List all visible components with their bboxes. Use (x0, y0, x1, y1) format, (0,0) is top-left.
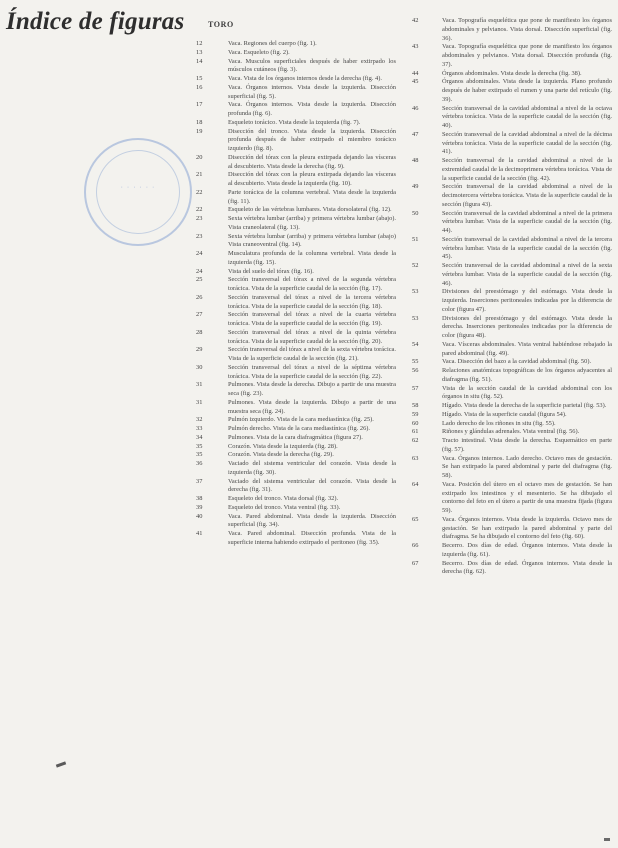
page-number: 17 (196, 101, 203, 109)
figure-entry (196, 513, 396, 531)
page-number: 66 (412, 542, 419, 549)
page-number: 16 (196, 83, 203, 91)
figure-entry (196, 294, 396, 312)
ink-mark (56, 761, 66, 767)
page-number: 34 (196, 433, 203, 441)
figure-caption: Disección del tórax con la pleura extirpada dejando las vísceras al descubierto. Vista desde la izquierda (fig. 10). (228, 171, 396, 187)
page-number: 50 (412, 209, 419, 217)
page-number: 52 (412, 262, 419, 269)
figure-entry (196, 250, 396, 268)
page-number: 41 (196, 530, 203, 537)
figure-entry (196, 268, 396, 277)
figure-entry (412, 341, 612, 359)
figure-caption: Becerro. Dos días de edad. Órganos internos. Vista desde la derecha (fig. 62). (442, 559, 612, 576)
figure-entry (196, 504, 396, 513)
figure-caption: Pulmón derecho. Vista de la cara mediastínica (fig. 26). (228, 425, 370, 432)
figure-caption: Vista del suelo del tórax (fig. 16). (228, 267, 314, 275)
figure-caption: Sección transversal de la cavidad abdominal a nivel de la decimotercera vértebra torácica. Vista de la superficie caudal de la sección (figura 43). (442, 183, 612, 208)
figure-entry (196, 434, 396, 443)
figure-caption: Esqueleto de las vértebras lumbares. Vista dorsolateral (fig. 12). (228, 206, 392, 214)
figure-entry (196, 416, 396, 425)
figure-entry (196, 460, 396, 478)
page-number: 55 (412, 358, 419, 366)
figure-caption: Sección transversal de la cavidad abdominal a nivel de la décima vértebra torácica. Vista de la superficie caudal de la sección (fig. 41). (442, 130, 612, 156)
figure-caption: Pulmón izquierdo. Vista de la cara mediastínica (fig. 25). (228, 416, 374, 424)
figure-entry (412, 262, 612, 288)
page-number: 48 (412, 157, 419, 164)
page-number: 42 (412, 17, 419, 24)
figure-entry (412, 411, 612, 420)
page-number: 62 (412, 437, 419, 444)
figure-caption: Tracto intestinal. Vista desde la derecha. Esquemático en parte (fig. 57). (442, 437, 612, 453)
page-number: 18 (196, 118, 203, 126)
figure-entry (412, 481, 612, 516)
figure-caption: Sección transversal de la cavidad abdominal a nivel de la primera vértebra lumbar. Vista de la superficie caudal de la sección (fig. 44). (442, 209, 612, 234)
figure-entry (412, 43, 612, 69)
figure-entry (196, 40, 396, 49)
page-number: 21 (196, 171, 203, 179)
figure-entry (196, 206, 396, 215)
figure-entry (196, 451, 396, 460)
figure-caption: Órganos abdominales. Vista desde la izquierda. Plano profundo después de haber extirpado el rumen y una parte del retículo (fig. 39). (442, 78, 612, 103)
page-number: 23 (196, 232, 203, 240)
page-number: 44 (412, 69, 419, 77)
figure-caption: Vaciado del sistema ventricular del corazón. Vista desde la derecha (fig. 31). (228, 477, 396, 494)
figure-caption: Sección transversal de la cavidad abdominal a nivel de la extremidad caudal de la decimoprimera vértebra torácica. Vista de la superficie caudal de la sección (fig. 42). (442, 157, 612, 182)
figure-entry (412, 516, 612, 542)
figure-caption: Vaca. Esqueleto (fig. 2). (228, 48, 290, 56)
figure-caption: Parte torácica de la columna vertebral. Vista desde la izquierda (fig. 11). (228, 188, 396, 205)
figure-caption: Órganos abdominales. Vista desde la derecha (fig. 38). (442, 69, 582, 77)
figure-caption: Disección del tórax con la pleura extirpada dejando las vísceras al descubierto. Vista desde la derecha (fig. 9). (228, 153, 396, 170)
page-number: 27 (196, 311, 203, 319)
page-number: 13 (196, 48, 203, 56)
figure-caption: Vaca. Pared abdominal. Disección profunda. Vista de la superficie interna habiendo extirpado el peritoneo (fig. 35). (228, 530, 396, 546)
page-number: 63 (412, 454, 419, 462)
page-number: 40 (196, 512, 203, 520)
page-number: 47 (412, 130, 419, 138)
page-number: 39 (196, 503, 203, 511)
page-number: 65 (412, 515, 419, 523)
figure-caption: Vista de la sección caudal de la cavidad abdominal con los órganos in situ (fig. 52). (442, 384, 612, 401)
figure-entry (412, 428, 612, 437)
figure-entry (196, 276, 396, 294)
figure-entry (196, 49, 396, 58)
figure-entry (412, 542, 612, 560)
page-number: 43 (412, 43, 419, 51)
figure-caption: Vaciado del sistema ventricular del corazón. Vista desde la izquierda (fig. 30). (228, 460, 396, 476)
stamp-inner-ring (96, 150, 180, 234)
figure-entry (196, 84, 396, 102)
figure-entry (196, 478, 396, 496)
page-number: 32 (196, 416, 203, 424)
figure-entry (196, 381, 396, 399)
figure-entry (412, 560, 612, 578)
figure-entry (196, 346, 396, 364)
figure-caption: Vaca. Órganos internos. Vista desde la izquierda. Octavo mes de gestación. Se han extirpado la pared abdominal y parte del diafragma. Se ha dibujado el contorno del feto (fig. 60). (442, 515, 612, 541)
figure-caption: Sección transversal de la cavidad abdominal a nivel de la tercera vértebra lumbar. Vista de la superficie caudal de la sección (fig. 45). (442, 235, 612, 261)
figure-caption: Corazón. Vista desde la derecha (fig. 29). (228, 451, 334, 459)
figure-entry (412, 315, 612, 341)
figure-entry (412, 455, 612, 481)
figure-caption: Sección transversal de la cavidad abdominal a nivel de la sexta vértebra lumbar. Vista de la superficie caudal de la sección (fig. 46). (442, 262, 612, 287)
page-number: 28 (196, 328, 203, 336)
figure-entry (412, 437, 612, 455)
figure-entry (412, 358, 612, 367)
figure-caption: Divisiones del preestómago y del estómago. Vista desde la derecha. Inserciones peritoneales indicadas por la diferencia de color (figura 48). (442, 314, 612, 339)
page-number: 37 (196, 477, 203, 485)
figure-caption: Divisiones del preestómago y del estómago. Vista desde la izquierda. Inserciones peritoneales indicadas por la diferencia de color (figura 47). (442, 288, 612, 313)
figure-entry (196, 101, 396, 119)
figure-caption: Sección transversal del tórax a nivel de la segunda vértebra torácica. Vista de la superficie caudal de la sección (fig. 17). (228, 276, 396, 292)
figure-list-right (412, 17, 612, 577)
figure-entry (196, 171, 396, 189)
stamp-text: · · · · · · (120, 184, 156, 191)
figure-caption: Relaciones anatómicas topográficas de los órganos adyacentes al diafragma (fig. 51). (442, 367, 612, 383)
figure-entry (196, 364, 396, 382)
page-number: 15 (196, 75, 203, 82)
page-number: 35 (196, 442, 203, 450)
figure-entry (412, 236, 612, 262)
page-number: 57 (412, 384, 419, 392)
figure-caption: Vaca. Pared abdominal. Vista desde la izquierda. Disección superficial (fig. 34). (228, 512, 396, 529)
page-number: 56 (412, 367, 419, 374)
figure-entry (196, 189, 396, 207)
page-number: 24 (196, 267, 203, 275)
figure-caption: Becerro. Dos días de edad. Órganos internos. Vista desde la izquierda (fig. 61). (442, 542, 612, 558)
figure-entry (412, 78, 612, 104)
figure-entry (412, 288, 612, 314)
page-number: 49 (412, 183, 419, 191)
figure-entry (412, 402, 612, 411)
figure-caption: Vaca. Musculos superficiales después de haber extirpado los músculos cutáneos (fig. 3). (228, 57, 396, 74)
figure-caption: Riñones y glándulas adrenales. Vista ventral (fig. 56). (442, 428, 580, 436)
figure-caption: Sección transversal del tórax a nivel de la quinta vértebra torácica. Vista de la superficie caudal de la sección (fig. 20). (228, 328, 396, 345)
figure-entry (412, 17, 612, 43)
page-number: 64 (412, 480, 419, 488)
figure-caption: Vaca. Órganos internos. Vista desde la izquierda. Disección profunda (fig. 6). (228, 101, 396, 117)
page-number: 53 (412, 314, 419, 322)
figure-entry (196, 443, 396, 452)
figure-caption: Sexta vértebra lumbar (arriba) y primera vértebra lumbar (abajo) Vista craneoventral (fig. 14). (228, 232, 396, 249)
figure-entry (412, 131, 612, 157)
figure-caption: Hígado. Vista de la superficie caudal (figura 54). (442, 410, 567, 418)
page-number: 46 (412, 104, 419, 112)
figure-entry (196, 128, 396, 154)
figure-entry (196, 58, 396, 76)
page-number: 30 (196, 363, 203, 371)
figure-caption: Corazón. Vista desde la izquierda (fig. 28). (228, 442, 338, 450)
page-number: 33 (196, 425, 203, 432)
figure-caption: Sección transversal de la cavidad abdominal a nivel de la octava vértebra torácica. Vista de la superficie caudal de la sección (fig. 40). (442, 104, 612, 129)
figure-entry (196, 119, 396, 128)
ink-mark (604, 838, 610, 841)
figure-entry (196, 530, 396, 548)
figure-caption: Pulmones. Vista desde la derecha. Dibujo a partir de una muestra seca (fig. 23). (228, 381, 396, 397)
figure-caption: Esqueleto del tronco. Vista dorsal (fig. 32). (228, 495, 339, 502)
figure-caption: Vaca. Regiones del cuerpo (fig. 1). (228, 40, 317, 47)
page-number: 35 (196, 451, 203, 459)
page-number: 29 (196, 346, 203, 354)
page-number: 26 (196, 293, 203, 301)
figure-caption: Pulmones. Vista de la cara diafragmática (figura 27). (228, 433, 363, 441)
page-number: 31 (196, 398, 203, 406)
page-number: 31 (196, 381, 203, 389)
figure-caption: Vaca. Vísceras abdominales. Vista ventral habiéndose rebajado la pared abdominal (fig. 49). (442, 340, 612, 357)
page-number: 22 (196, 188, 203, 196)
figure-entry (196, 399, 396, 417)
figure-caption: Vaca. Vista de los órganos internos desde la derecha (fig. 4). (228, 75, 382, 82)
figure-entry (196, 495, 396, 504)
page-number: 58 (412, 402, 419, 409)
page-number: 24 (196, 250, 203, 257)
figure-caption: Lado derecho de los riñones in situ (fig. 55). (442, 419, 556, 427)
figure-entry (196, 329, 396, 347)
figure-entry (412, 420, 612, 429)
figure-caption: Vaca. Topografía esquelética que pone de manifiesto los órganos abdominales y pelvianos. Vista dorsal. Disección superficial (fig. 36). (442, 17, 612, 42)
figure-caption: Vaca. Posición del útero en el octavo mes de gestación. Se han extirpado los intestinos y el mesenterio. Se ha dibujado el contorno del feto en el útero a partir de una muestra fijada (figura 59). (442, 480, 612, 514)
page-number: 45 (412, 78, 419, 86)
page-number: 59 (412, 410, 419, 418)
page-number: 14 (196, 57, 203, 65)
page-number: 53 (412, 288, 419, 296)
figure-list-left (196, 40, 396, 548)
page-title: Índice de figuras (6, 8, 185, 35)
figure-caption: Sección transversal del tórax a nivel de la séptima vértebra torácica. Vista de la superficie caudal de la sección (fig. 22). (228, 363, 396, 380)
figure-caption: Sección transversal del tórax a nivel de la tercera vértebra torácica. Vista de la superficie caudal de la sección (fig. 18). (228, 293, 396, 310)
page-number: 60 (412, 419, 419, 427)
page-number: 25 (196, 276, 203, 284)
page-number: 61 (412, 428, 419, 436)
library-stamp (84, 138, 192, 246)
figure-caption: Vaca. Órganos internos. Lado derecho. Octavo mes de gestación. Se han extirpado la pared abdominal y parte del diafragma (fig. 58). (442, 454, 612, 479)
figure-entry (196, 75, 396, 84)
figure-entry (196, 311, 396, 329)
figure-entry (412, 105, 612, 131)
figure-caption: Pulmones. Vista desde la izquierda. Dibujo a partir de una muestra seca (fig. 24). (228, 398, 396, 415)
figure-caption: Esqueleto torácico. Vista desde la izquierda (fig. 7). (228, 118, 361, 126)
figure-entry (412, 385, 612, 403)
page-number: 20 (196, 153, 203, 161)
figure-entry (412, 210, 612, 236)
page-number: 51 (412, 235, 419, 243)
page-number: 19 (196, 127, 203, 135)
page-number: 67 (412, 559, 419, 567)
page-number: 38 (196, 495, 203, 502)
figure-caption: Sección transversal del tórax a nivel de la cuarta vértebra torácica. Vista de la superficie caudal de la sección (fig. 19). (228, 311, 396, 327)
figure-entry (412, 367, 612, 385)
figure-caption: Hígado. Vista desde la derecha de la superficie parietal (fig. 53). (442, 402, 607, 409)
page-number: 23 (196, 215, 203, 222)
page-number: 12 (196, 40, 203, 47)
figure-caption: Sección transversal del tórax a nivel de la sexta vértebra torácica. Vista de la superficie caudal de la sección (fig. 21). (228, 346, 396, 362)
page-number: 22 (196, 206, 203, 214)
figure-caption: Musculatura profunda de la columna vertebral. Vista desde la izquierda (fig. 15). (228, 250, 396, 266)
figure-caption: Vaca. Topografía esquelética que pone de manifiesto los órganos abdominales y pelvianos. Vista dorsal. Disección profunda (fig. 37). (442, 43, 612, 68)
figure-caption: Vaca. Disección del bazo a la cavidad abdominal (fig. 50). (442, 358, 592, 366)
section-heading: TORO (208, 20, 234, 29)
page-number: 36 (196, 460, 203, 467)
figure-entry (196, 215, 396, 233)
figure-caption: Vaca. Órganos internos. Vista desde la izquierda. Disección superficial (fig. 5). (228, 83, 396, 100)
figure-entry (196, 233, 396, 251)
figure-caption: Disección del tronco. Vista desde la izquierda. Disección profunda después de haber extirpado el miembro torácico izquierdo (fig. 8). (228, 127, 396, 152)
figure-entry (412, 70, 612, 79)
figure-entry (412, 157, 612, 183)
figure-entry (412, 183, 612, 209)
figure-entry (196, 154, 396, 172)
figure-caption: Sexta vértebra lumbar (arriba) y primera vértebra lumbar (abajo). Vista craneolateral (fig. 13). (228, 215, 396, 231)
figure-entry (196, 425, 396, 434)
figure-caption: Esqueleto del tronco. Vista ventral (fig. 33). (228, 503, 341, 511)
page-number: 54 (412, 340, 419, 348)
